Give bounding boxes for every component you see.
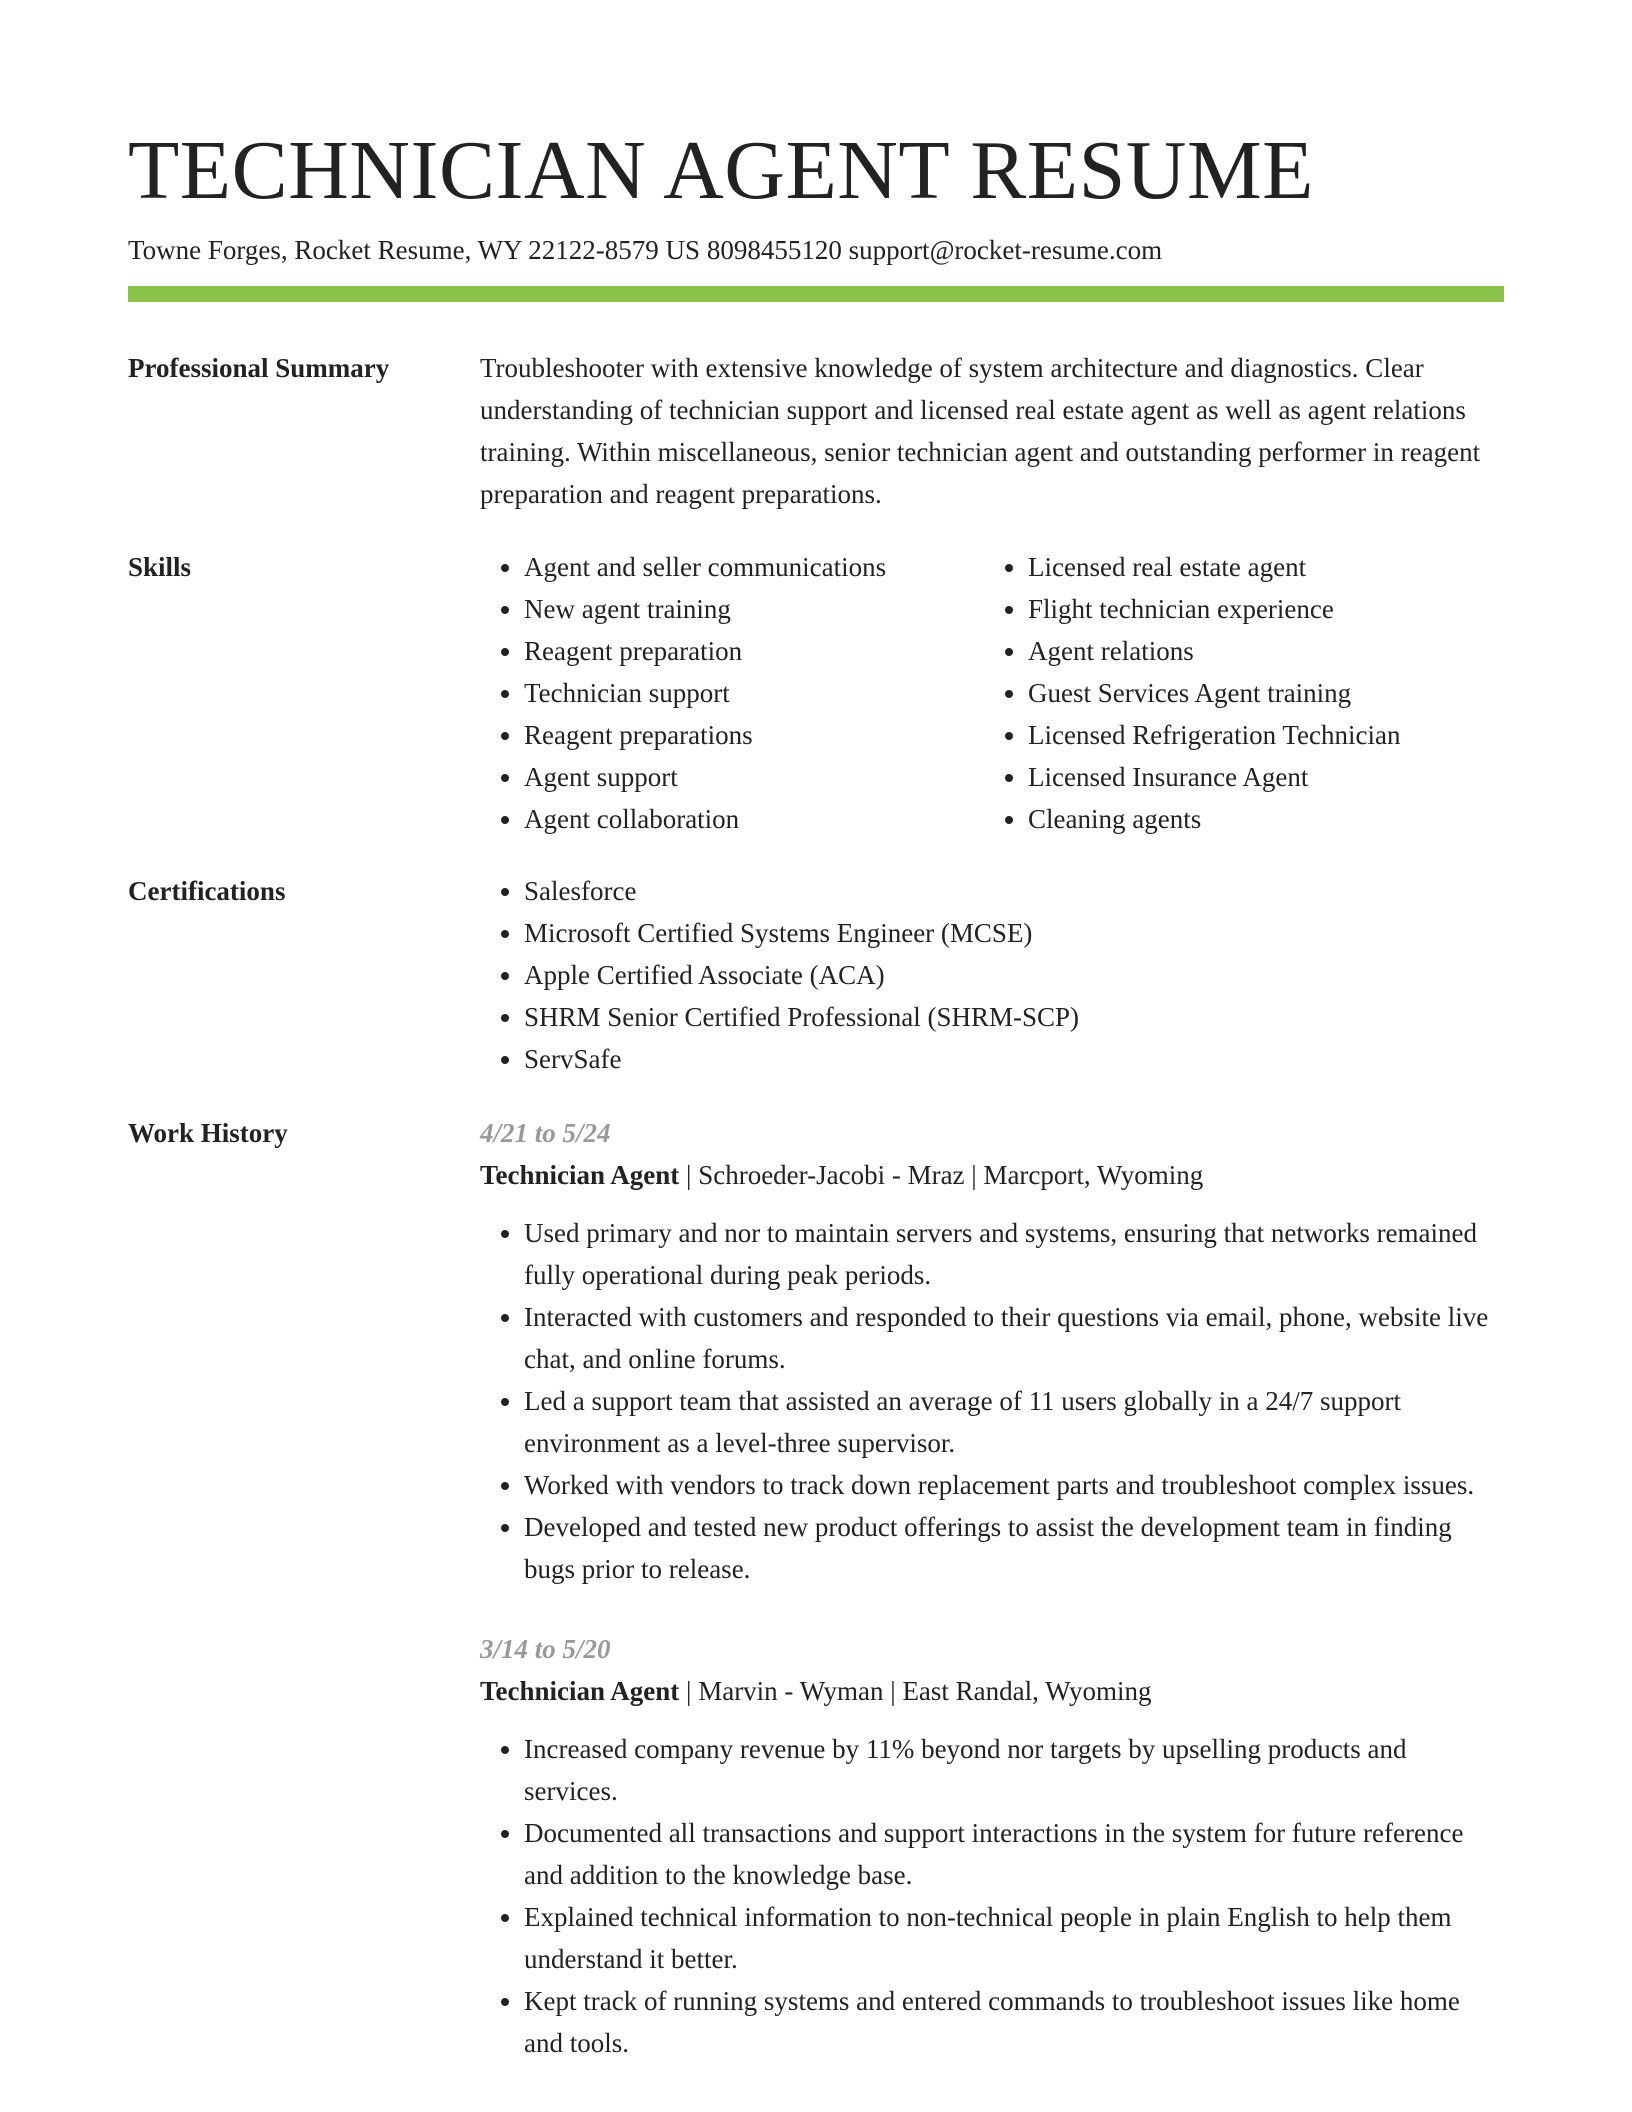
job-bullet: • Explained technical information to non-technical people in plain English to help them understand it better.: [524, 1896, 1504, 1980]
summary-body: [480, 347, 1504, 515]
skill-item: • Agent and seller communications: [524, 546, 984, 588]
job-employer-location: | Marvin - Wyman | East Randal, Wyoming: [679, 1676, 1152, 1706]
skills-list-right: [984, 546, 1488, 840]
header-divider: [128, 286, 1504, 302]
skill-item: • Guest Services Agent training: [1028, 672, 1488, 714]
skill-item: • Agent collaboration: [524, 798, 984, 840]
skill-item: • Reagent preparation: [524, 630, 984, 672]
skills-list-left: [480, 546, 984, 840]
skill-item: • Licensed real estate agent: [1028, 546, 1488, 588]
job-bullet: • Worked with vendors to track down replacement parts and troubleshoot complex issues.: [524, 1464, 1504, 1506]
job-bullet: • Interacted with customers and responded to their questions via email, phone, website live chat, and online forums.: [524, 1296, 1504, 1380]
job-dates: 4/21 to 5/24: [480, 1118, 611, 1148]
summary-text: Troubleshooter with extensive knowledge of system architecture and diagnostics. Clear understanding of technician support and licensed real estate agent as well as agent relations training. Within miscellaneous, senior technician agent and outstanding performer in reagent preparation and reagent preparations.: [480, 353, 1481, 509]
skill-item: • Licensed Insurance Agent: [1028, 756, 1488, 798]
job-title: Technician Agent: [480, 1676, 680, 1706]
job-bullets: [480, 1212, 1504, 1590]
skills-heading: Skills: [128, 552, 192, 582]
job-bullet: • Increased company revenue by 11% beyond nor targets by upselling products and services.: [524, 1728, 1504, 1812]
resume-title: TECHNICIAN AGENT RESUME: [128, 124, 1314, 217]
job-dates: 3/14 to 5/20: [480, 1634, 611, 1664]
skill-item: • Licensed Refrigeration Technician: [1028, 714, 1488, 756]
job-bullet: • Led a support team that assisted an average of 11 users globally in a 24/7 support environment as a level-three supervisor.: [524, 1380, 1504, 1464]
certification-item: • Microsoft Certified Systems Engineer (MCSE): [524, 912, 1504, 954]
certifications-list: [480, 870, 1504, 1080]
certification-item: • ServSafe: [524, 1038, 1504, 1080]
job-title: Technician Agent: [480, 1160, 680, 1190]
skill-item: • Reagent preparations: [524, 714, 984, 756]
skill-item: • Flight technician experience: [1028, 588, 1488, 630]
certifications-heading: Certifications: [128, 876, 286, 906]
skill-item: • Agent support: [524, 756, 984, 798]
skill-item: • Agent relations: [1028, 630, 1488, 672]
job-entry: [480, 1628, 1504, 2064]
job-heading: [480, 1670, 1504, 1712]
skill-item: • Technician support: [524, 672, 984, 714]
skill-item: • New agent training: [524, 588, 984, 630]
work-history-body: [480, 1112, 1504, 2102]
certification-item: • SHRM Senior Certified Professional (SHRM-SCP): [524, 996, 1504, 1038]
job-heading: [480, 1154, 1504, 1196]
contact-info: Towne Forges, Rocket Resume, WY 22122-8579 US 8098455120 support@rocket-resume.com: [128, 235, 1163, 265]
skill-item: • Cleaning agents: [1028, 798, 1488, 840]
job-bullet: • Used primary and nor to maintain servers and systems, ensuring that networks remained fully operational during peak periods.: [524, 1212, 1504, 1296]
skills-body: [480, 546, 1504, 840]
job-entry: [480, 1112, 1504, 1590]
certifications-body: [480, 870, 1504, 1080]
certification-item: • Apple Certified Associate (ACA): [524, 954, 1504, 996]
job-bullet: • Developed and tested new product offerings to assist the development team in finding bugs prior to release.: [524, 1506, 1504, 1590]
job-bullets: [480, 1728, 1504, 2064]
work-history-heading: Work History: [128, 1118, 288, 1148]
certification-item: • Salesforce: [524, 870, 1504, 912]
summary-heading: Professional Summary: [128, 353, 390, 383]
job-bullet: • Kept track of running systems and entered commands to troubleshoot issues like home and tools.: [524, 1980, 1504, 2064]
job-bullet: • Documented all transactions and support interactions in the system for future reference and addition to the knowledge base.: [524, 1812, 1504, 1896]
job-employer-location: | Schroeder-Jacobi - Mraz | Marcport, Wyoming: [679, 1160, 1204, 1190]
